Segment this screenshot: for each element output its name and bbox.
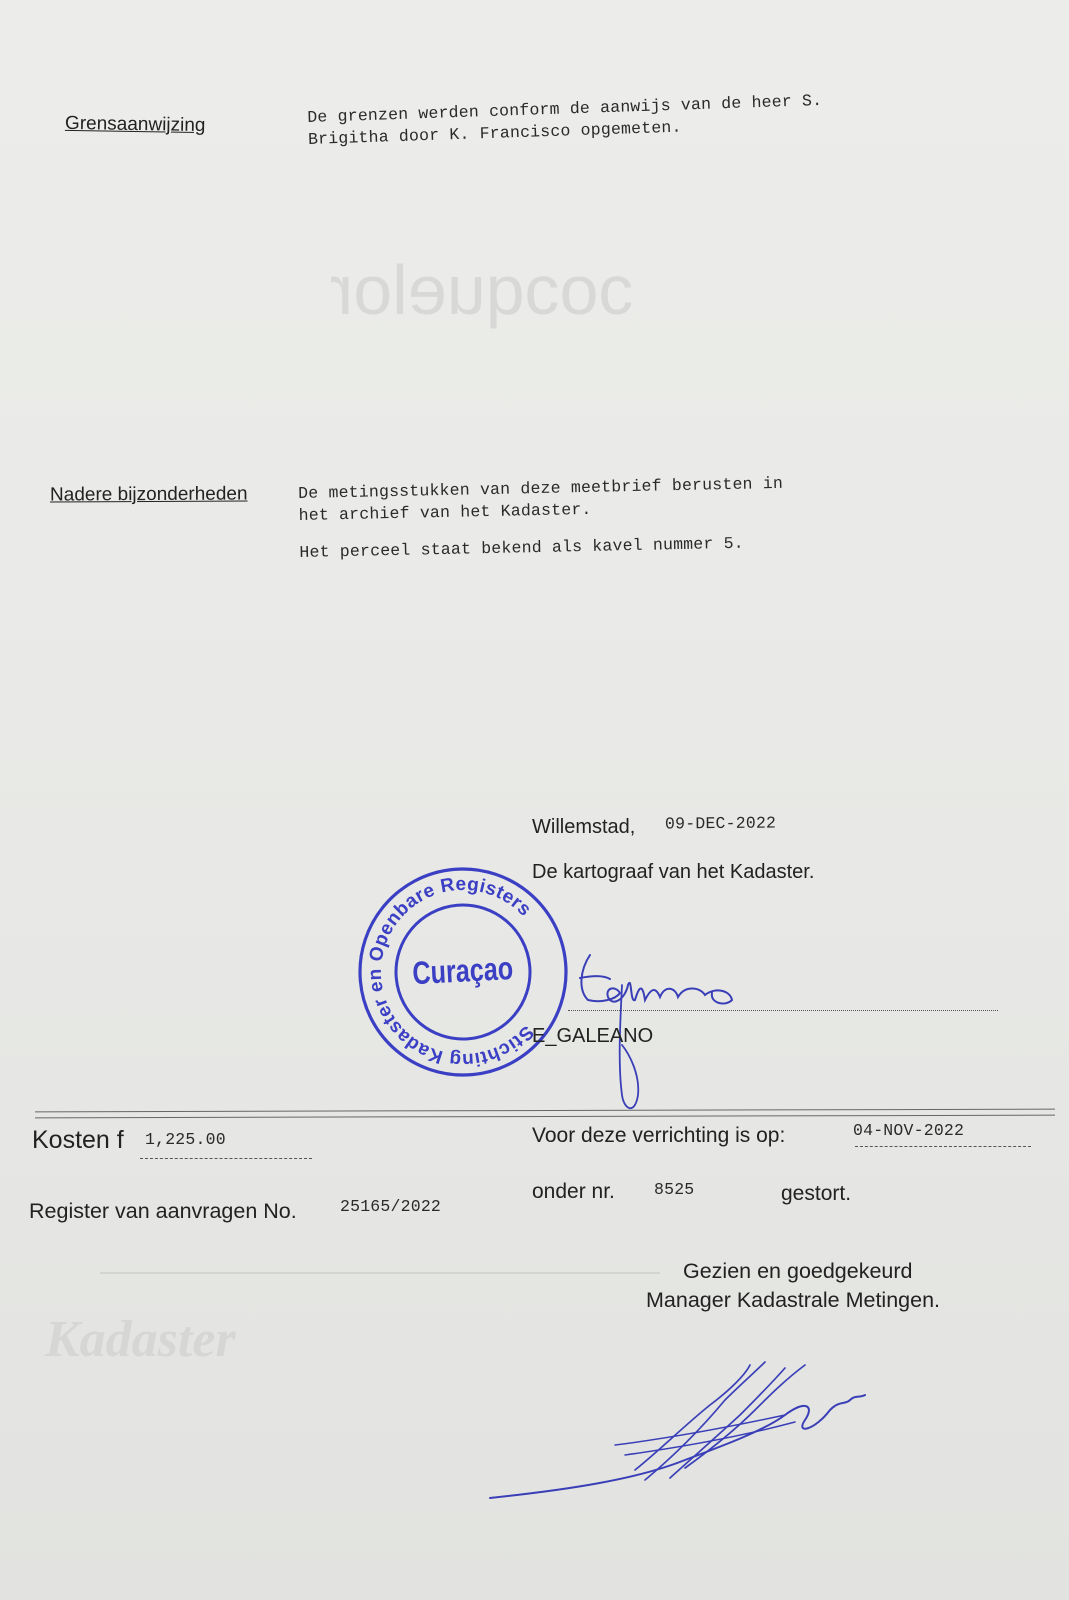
signoff-title: De kartograaf van het Kadaster. bbox=[532, 861, 815, 883]
payment-label: Voor deze verrichting is op: bbox=[532, 1124, 786, 1147]
payment-date: 04-NOV-2022 bbox=[853, 1121, 965, 1140]
boundary-line-2: Brigitha door K. Francisco opgemeten. bbox=[307, 117, 682, 149]
divider-top bbox=[35, 1109, 1055, 1113]
details-heading: Nadere bijzonderheden bbox=[49, 483, 248, 506]
order-number: 8525 bbox=[654, 1180, 695, 1199]
signoff-place: Willemstad, bbox=[532, 816, 636, 838]
register-label: Register van aanvragen No. bbox=[29, 1199, 297, 1223]
signature-line bbox=[568, 1010, 998, 1011]
approval-line-2: Manager Kadastrale Metingen. bbox=[646, 1288, 941, 1312]
boundary-line-1: De grenzen werden conform de aanwijs van de heer S. bbox=[307, 90, 823, 127]
boundary-heading: Grensaanwijzing bbox=[64, 112, 206, 137]
deposited-label: gestort. bbox=[781, 1182, 852, 1205]
bleed-through-text: ɔoɔquelor bbox=[330, 251, 634, 329]
stamp-center-text: Curaçao bbox=[411, 951, 515, 993]
order-label: onder nr. bbox=[532, 1180, 615, 1203]
approval-line-1: Gezien en goedgekeurd bbox=[683, 1259, 913, 1283]
cost-underline bbox=[140, 1158, 312, 1159]
details-line-2: het archief van het Kadaster. bbox=[298, 499, 592, 525]
bleed-through-lines bbox=[100, 1272, 660, 1288]
details-line-3: Het perceel staat bekend als kavel nummer 5. bbox=[299, 533, 745, 562]
details-line-1: De metingsstukken van deze meetbrief berusten in bbox=[298, 473, 784, 503]
payment-date-underline bbox=[855, 1146, 1031, 1147]
boundary-text-block bbox=[307, 91, 823, 149]
cost-value: 1,225.00 bbox=[145, 1130, 226, 1149]
manager-signature bbox=[485, 1360, 885, 1510]
bleed-through-kadaster-logo: Kadaster bbox=[45, 1311, 236, 1368]
stamp-ring-text: Stichting Kadaster en Openbare Registers bbox=[364, 873, 538, 1071]
register-number: 25165/2022 bbox=[340, 1197, 442, 1216]
details-text-block bbox=[298, 474, 784, 562]
kadaster-stamp bbox=[353, 862, 573, 1082]
signer-name: E_GALEANO bbox=[532, 1025, 654, 1047]
signoff-date: 09-DEC-2022 bbox=[664, 813, 777, 834]
cost-label: Kosten f bbox=[32, 1126, 124, 1154]
divider-bottom bbox=[35, 1115, 1055, 1119]
